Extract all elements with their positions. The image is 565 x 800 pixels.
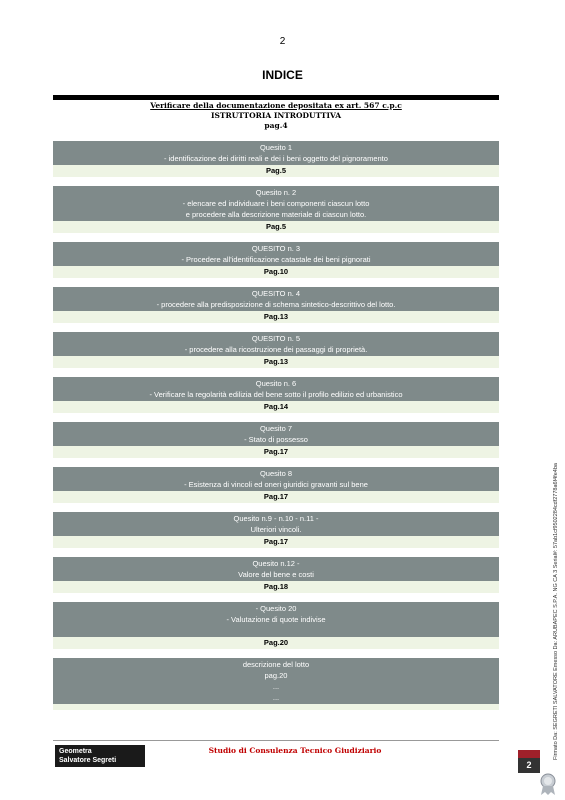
toc-entry (53, 141, 499, 177)
toc-entry-heading (53, 287, 499, 311)
toc-entry (53, 332, 499, 368)
toc-entry-line: Ulteriori vincoli. (250, 525, 302, 534)
toc-entry-heading (53, 141, 499, 165)
toc-entry-line: - elencare ed individuare i beni componenti ciascun lotto (182, 199, 370, 208)
toc-entry-heading (53, 658, 499, 704)
toc-entry (53, 602, 499, 649)
toc-entry-line: e procedere alla descrizione materiale di ciascun lotto. (185, 210, 367, 219)
toc-entry-line: Quesito 8 (259, 469, 293, 478)
footer-divider (53, 740, 499, 741)
toc-entry (53, 658, 499, 710)
toc-entry-page: Pag.13 (53, 311, 499, 323)
toc-entry-line: Quesito n. 6 (255, 379, 297, 388)
toc-entry (53, 287, 499, 323)
toc-entry (53, 512, 499, 548)
toc-entry-page: Pag.13 (53, 356, 499, 368)
toc-entry (53, 377, 499, 413)
toc-entry-line: - procedere alla ricostruzione dei passaggi di proprietà. (184, 345, 368, 354)
toc-entry-heading (53, 332, 499, 356)
toc-entry-line: - Procedere all'identificazione catastale dei beni pignorati (181, 255, 371, 264)
intro-block (53, 101, 499, 131)
toc-entry-line: Quesito n. 2 (255, 188, 297, 197)
page-title: INDICE (262, 68, 303, 82)
toc-entry-line: - procedere alla predisposizione di schema sintetico-descrittivo del lotto. (156, 300, 396, 309)
toc-entry-line: pag.20 (264, 671, 288, 680)
logo-line-2: Salvatore Segreti (59, 757, 117, 764)
digital-signature-text: Firmato Da: SEGRETI SALVATORE Emesso Da: ARUBAPEC S.P.A. NG CA 3 Serial#: 57ab1cf9502284cdf2778a6f4fe4ba (553, 463, 559, 760)
toc-entry-heading (53, 242, 499, 266)
toc-entry-page: Pag.5 (53, 165, 499, 177)
toc-entry-line: Quesito n.12 - (252, 559, 300, 568)
toc-entry-line: Quesito n.9 - n.10 - n.11 - (233, 514, 319, 523)
intro-subheading: ISTRUTTORIA INTRODUTTIVA (210, 111, 342, 120)
toc-entry-heading (53, 512, 499, 536)
toc-entry-line: Valore del bene e costi (238, 570, 314, 579)
table-of-contents (53, 141, 499, 719)
toc-entry-line: - Valutazione di quote indivise (226, 615, 326, 624)
intro-heading: Verificare della documentazione depositata ex art. 567 c.p.c (150, 101, 402, 110)
toc-entry-page: Pag.17 (53, 536, 499, 548)
toc-entry-page: Pag.5 (53, 221, 499, 233)
toc-entry-line: QUESITO n. 3 (251, 244, 301, 253)
toc-entry-page: Pag.17 (53, 446, 499, 458)
toc-entry-line: - Stato di possesso (244, 435, 308, 444)
toc-entry-line: - Verificare la regolarità edilizia del bene sotto il profilo edilizio ed urbanistico (149, 390, 403, 399)
toc-entry-heading (53, 602, 499, 637)
toc-entry-heading (53, 186, 499, 221)
toc-entry-heading (53, 467, 499, 491)
toc-entry-line (53, 625, 499, 636)
toc-entry-line: Quesito 1 (259, 143, 293, 152)
page-number-box: 2 (518, 758, 540, 773)
toc-entry (53, 467, 499, 503)
toc-entry-line: - Quesito 20 (255, 604, 297, 613)
toc-entry-heading (53, 422, 499, 446)
toc-entry-page: Pag.14 (53, 401, 499, 413)
toc-entry-line: ... (272, 693, 280, 702)
toc-entry-heading (53, 377, 499, 401)
toc-entry-line: - Esistenza di vincoli ed oneri giuridici gravanti sul bene (184, 480, 368, 489)
toc-entry (53, 422, 499, 458)
toc-entry-page (53, 704, 499, 710)
intro-page: pag.4 (264, 121, 288, 130)
toc-entry (53, 557, 499, 593)
toc-entry-line: - identificazione dei diritti reali e dei i beni oggetto del pignoramento (164, 154, 388, 163)
toc-entry (53, 186, 499, 233)
seal-icon (537, 772, 559, 796)
toc-entry (53, 242, 499, 278)
toc-entry-page: Pag.17 (53, 491, 499, 503)
logo (55, 745, 145, 767)
title-divider (53, 95, 499, 100)
toc-entry-line: QUESITO n. 5 (251, 334, 301, 343)
toc-entry-page: Pag.10 (53, 266, 499, 278)
page-number-top: 2 (279, 36, 286, 47)
toc-entry-line: descrizione del lotto (242, 660, 310, 669)
studio-name: Studio di Consulenza Tecnico Giudiziario (208, 746, 382, 755)
toc-entry-line: QUESITO n. 4 (251, 289, 301, 298)
page-box-accent (518, 750, 540, 758)
toc-entry-heading (53, 557, 499, 581)
toc-entry-line: ... (272, 682, 280, 691)
toc-entry-page: Pag.20 (53, 637, 499, 649)
logo-line-1: Geometra (59, 748, 92, 755)
toc-entry-page: Pag.18 (53, 581, 499, 593)
toc-entry-line: Quesito 7 (259, 424, 293, 433)
